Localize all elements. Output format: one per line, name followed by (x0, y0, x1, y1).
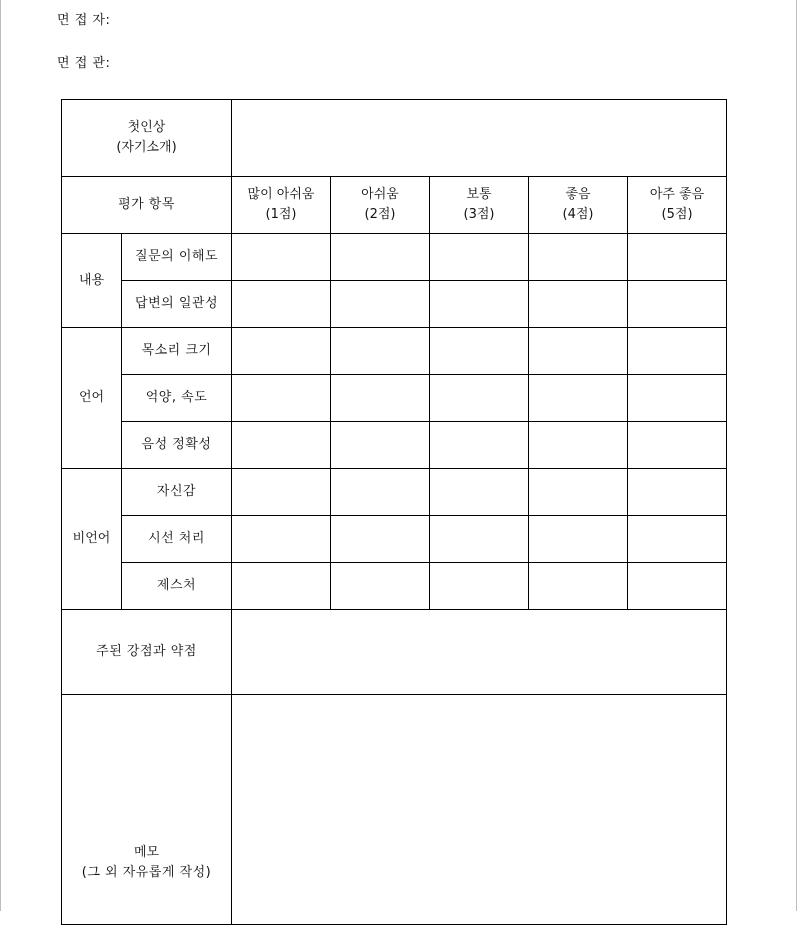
score-cell[interactable] (529, 375, 628, 422)
score-cell[interactable] (430, 422, 529, 469)
table-row (62, 328, 727, 375)
scale-points: (4점) (562, 207, 594, 222)
score-cell[interactable] (232, 422, 331, 469)
scale-points: (5점) (661, 207, 693, 222)
strengths-row (62, 610, 727, 695)
criteria-header: 평가 항목 (62, 177, 232, 234)
score-cell[interactable] (628, 469, 727, 516)
score-cell[interactable] (529, 469, 628, 516)
scale-label: 아쉬움 (361, 187, 399, 202)
score-cell[interactable] (628, 234, 727, 281)
score-cell[interactable] (529, 422, 628, 469)
group-label-nonverbal: 비언어 (62, 469, 122, 610)
criterion-label: 억양, 속도 (122, 375, 232, 422)
header-row (62, 177, 727, 234)
interviewer-label: 면 접 관: (57, 56, 111, 71)
score-cell[interactable] (232, 281, 331, 328)
criterion-label: 질문의 이해도 (122, 234, 232, 281)
score-cell[interactable] (628, 328, 727, 375)
scale-label: 많이 아쉬움 (247, 187, 315, 202)
group-label-content: 내용 (62, 234, 122, 328)
strengths-label: 주된 강점과 약점 (62, 610, 232, 695)
table-row (62, 234, 727, 281)
score-cell[interactable] (628, 281, 727, 328)
score-cell[interactable] (232, 328, 331, 375)
first-impression-label (62, 100, 232, 177)
first-impression-row (62, 100, 727, 177)
evaluation-table (61, 99, 727, 925)
scale-header-5 (628, 177, 727, 234)
table-row (62, 375, 727, 422)
memo-label (62, 695, 232, 925)
scale-header-4 (529, 177, 628, 234)
score-cell[interactable] (628, 422, 727, 469)
score-cell[interactable] (430, 375, 529, 422)
table-row (62, 563, 727, 610)
memo-title: 메모 (133, 845, 160, 860)
criterion-label: 자신감 (122, 469, 232, 516)
criterion-label: 목소리 크기 (122, 328, 232, 375)
score-cell[interactable] (430, 516, 529, 563)
score-cell[interactable] (331, 328, 430, 375)
score-cell[interactable] (331, 563, 430, 610)
score-cell[interactable] (430, 563, 529, 610)
table-row (62, 281, 727, 328)
scale-header-1 (232, 177, 331, 234)
score-cell[interactable] (430, 469, 529, 516)
score-cell[interactable] (331, 422, 430, 469)
scale-points: (3점) (463, 207, 495, 222)
score-cell[interactable] (628, 375, 727, 422)
score-cell[interactable] (529, 234, 628, 281)
interviewee-label: 면 접 자: (57, 13, 111, 28)
first-impression-subtitle: (자기소개) (116, 140, 177, 155)
strengths-input[interactable] (232, 610, 727, 695)
score-cell[interactable] (232, 375, 331, 422)
score-cell[interactable] (529, 281, 628, 328)
criterion-label: 답변의 일관성 (122, 281, 232, 328)
memo-row (62, 695, 727, 925)
table-row (62, 516, 727, 563)
score-cell[interactable] (331, 375, 430, 422)
score-cell[interactable] (430, 234, 529, 281)
criterion-label: 음성 정확성 (122, 422, 232, 469)
score-cell[interactable] (628, 516, 727, 563)
score-cell[interactable] (331, 469, 430, 516)
group-label-language: 언어 (62, 328, 122, 469)
score-cell[interactable] (331, 281, 430, 328)
score-cell[interactable] (529, 563, 628, 610)
memo-input[interactable] (232, 695, 727, 925)
first-impression-title: 첫인상 (127, 120, 166, 135)
memo-subtitle: (그 외 자유롭게 작성) (81, 865, 212, 880)
score-cell[interactable] (232, 563, 331, 610)
scale-points: (2점) (364, 207, 396, 222)
score-cell[interactable] (232, 234, 331, 281)
scale-label: 보통 (466, 187, 492, 202)
scale-header-2 (331, 177, 430, 234)
criterion-label: 제스처 (122, 563, 232, 610)
score-cell[interactable] (430, 328, 529, 375)
scale-header-3 (430, 177, 529, 234)
first-impression-input[interactable] (232, 100, 727, 177)
table-row (62, 422, 727, 469)
score-cell[interactable] (529, 328, 628, 375)
scale-points: (1점) (265, 207, 297, 222)
score-cell[interactable] (232, 469, 331, 516)
criterion-label: 시선 처리 (122, 516, 232, 563)
score-cell[interactable] (430, 281, 529, 328)
scale-label: 아주 좋음 (649, 187, 705, 202)
score-cell[interactable] (232, 516, 331, 563)
scale-label: 좋음 (565, 187, 591, 202)
score-cell[interactable] (529, 516, 628, 563)
score-cell[interactable] (331, 516, 430, 563)
score-cell[interactable] (628, 563, 727, 610)
score-cell[interactable] (331, 234, 430, 281)
page-border-left (0, 0, 1, 911)
table-row (62, 469, 727, 516)
